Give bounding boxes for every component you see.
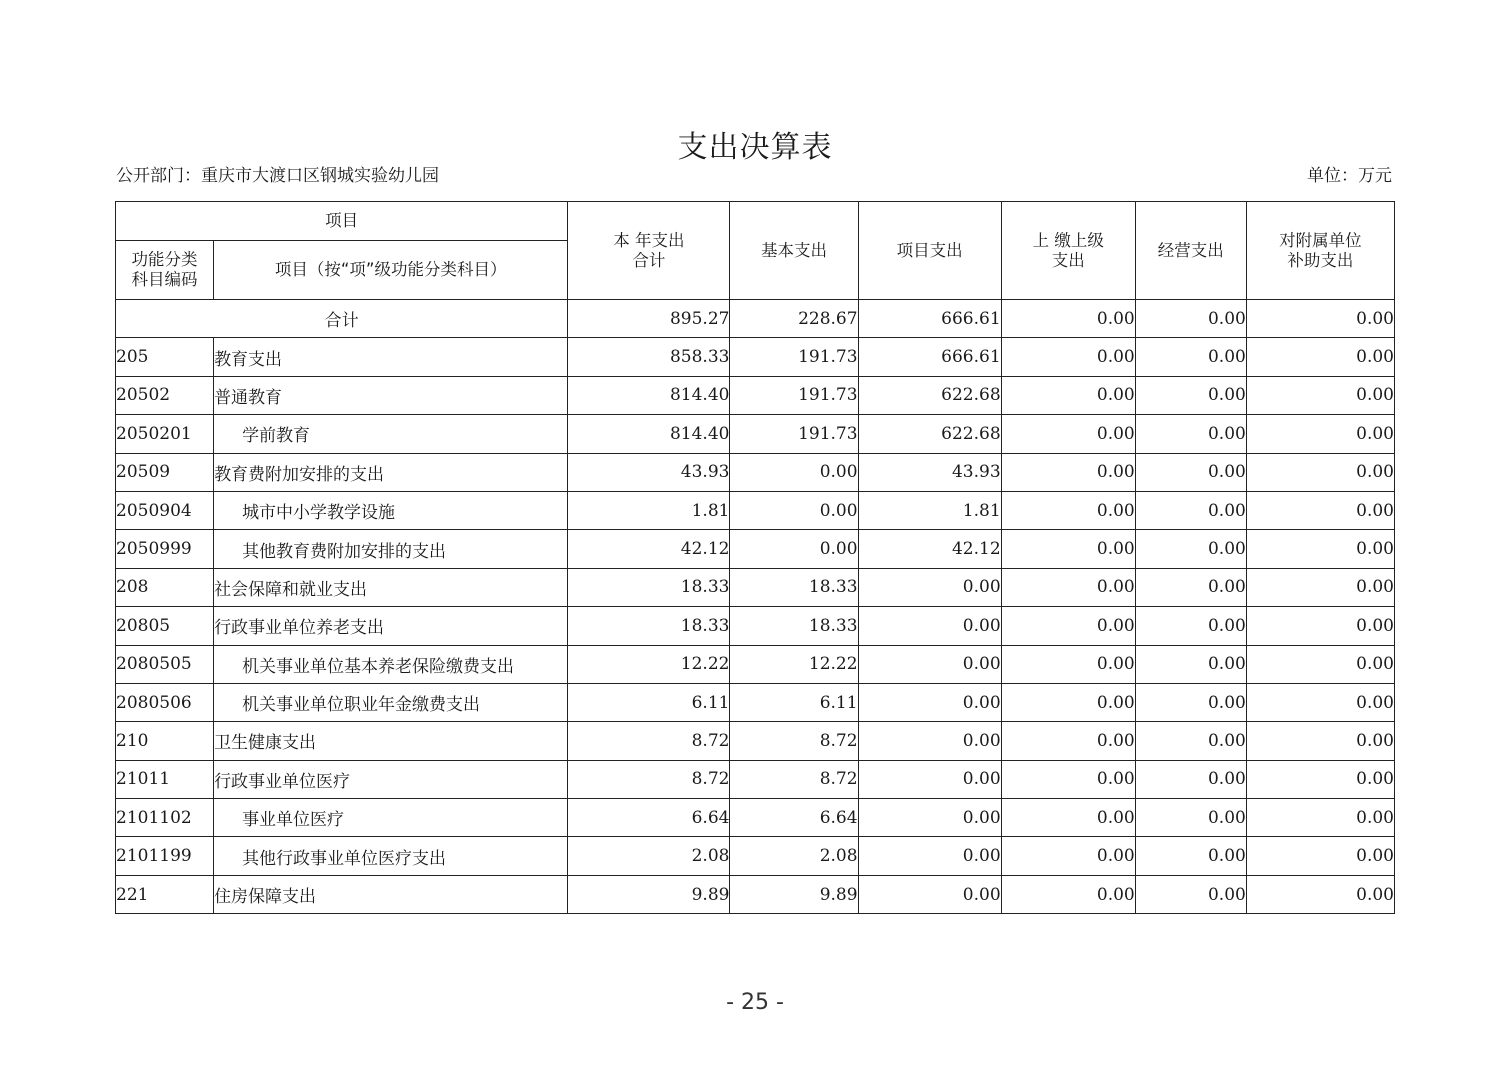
row-value: 0.00 [1001,453,1135,491]
row-value: 0.00 [1135,799,1246,837]
document-title: 支出决算表 [677,130,833,165]
department-label: 公开部门：重庆市大渡口区钢城实验幼儿园 [116,166,439,186]
row-value: 1.81 [568,491,730,529]
row-name: 社会保障和就业支出 [214,568,568,606]
header-subsidy-text: 对附属单位补助支出 [1279,230,1362,270]
row-value: 0.00 [858,568,1001,606]
row-value: 0.00 [1135,683,1246,721]
header-subsidy [1246,202,1394,300]
table-row [116,338,1395,376]
table-row [116,799,1395,837]
total-value: 0.00 [1246,300,1394,338]
header-remit [1001,202,1135,300]
row-value: 0.00 [1246,760,1394,798]
row-value: 0.00 [858,607,1001,645]
table-row [116,837,1395,875]
row-code: 210 [116,722,214,760]
row-code: 2050201 [116,415,214,453]
row-value: 2.08 [730,837,858,875]
table-row [116,530,1395,568]
row-name: 教育费附加安排的支出 [214,453,568,491]
row-value: 18.33 [568,568,730,606]
header-total-text: 本 年支出合计 [613,230,685,270]
row-value: 0.00 [730,491,858,529]
row-value: 43.93 [858,453,1001,491]
row-value: 0.00 [1001,530,1135,568]
row-value: 0.00 [1246,837,1394,875]
row-value: 0.00 [730,530,858,568]
total-value: 0.00 [1001,300,1135,338]
row-value: 814.40 [568,376,730,414]
row-code: 208 [116,568,214,606]
row-value: 8.72 [568,722,730,760]
row-value: 0.00 [1246,875,1394,913]
row-value: 0.00 [1135,722,1246,760]
row-code: 2050904 [116,491,214,529]
row-value: 6.11 [730,683,858,721]
row-value: 0.00 [1001,568,1135,606]
row-value: 0.00 [1246,415,1394,453]
unit-label: 单位：万元 [1307,166,1392,186]
row-value: 0.00 [1246,453,1394,491]
row-value: 0.00 [1246,683,1394,721]
row-value: 0.00 [1135,453,1246,491]
row-value: 0.00 [1001,415,1135,453]
row-value: 0.00 [1246,530,1394,568]
row-value: 0.00 [1001,491,1135,529]
row-value: 0.00 [1246,376,1394,414]
row-code: 20502 [116,376,214,414]
table-row [116,568,1395,606]
header-item-group: 项目 [116,202,568,241]
row-value: 0.00 [858,799,1001,837]
row-value: 6.64 [568,799,730,837]
row-value: 0.00 [1001,760,1135,798]
row-value: 0.00 [1001,875,1135,913]
row-value: 0.00 [1246,799,1394,837]
total-label: 合计 [116,300,568,338]
row-name: 机关事业单位基本养老保险缴费支出 [214,645,568,683]
total-value: 228.67 [730,300,858,338]
row-value: 0.00 [1135,415,1246,453]
row-value: 0.00 [1246,491,1394,529]
row-value: 0.00 [1001,376,1135,414]
table-row [116,645,1395,683]
total-value: 666.61 [858,300,1001,338]
row-value: 0.00 [858,683,1001,721]
row-value: 12.22 [568,645,730,683]
row-value: 0.00 [1135,530,1246,568]
row-code: 2080505 [116,645,214,683]
row-value: 1.81 [858,491,1001,529]
table-row [116,607,1395,645]
row-value: 43.93 [568,453,730,491]
table-row [116,415,1395,453]
row-value: 0.00 [1246,645,1394,683]
row-value: 42.12 [858,530,1001,568]
row-value: 0.00 [1001,837,1135,875]
row-value: 18.33 [730,568,858,606]
row-value: 0.00 [1246,607,1394,645]
row-name: 其他教育费附加安排的支出 [214,530,568,568]
header-basic: 基本支出 [730,202,858,300]
table-row [116,875,1395,913]
row-value: 858.33 [568,338,730,376]
row-value: 0.00 [858,837,1001,875]
page-number: - 25 - [726,990,784,1015]
row-value: 0.00 [1135,376,1246,414]
total-value: 895.27 [568,300,730,338]
row-name: 机关事业单位职业年金缴费支出 [214,683,568,721]
row-code: 2050999 [116,530,214,568]
header-remit-text: 上 缴上级支出 [1032,230,1104,270]
row-value: 0.00 [1135,837,1246,875]
row-value: 0.00 [1001,683,1135,721]
row-value: 191.73 [730,338,858,376]
row-name: 城市中小学教学设施 [214,491,568,529]
expenditure-table [115,201,1395,914]
row-value: 6.64 [730,799,858,837]
row-value: 2.08 [568,837,730,875]
row-name: 普通教育 [214,376,568,414]
row-code: 2101199 [116,837,214,875]
row-value: 42.12 [568,530,730,568]
row-value: 0.00 [1246,568,1394,606]
row-value: 8.72 [730,722,858,760]
row-value: 0.00 [1135,491,1246,529]
table-row [116,722,1395,760]
table-row [116,491,1395,529]
row-value: 191.73 [730,415,858,453]
row-name: 行政事业单位医疗 [214,760,568,798]
row-value: 9.89 [568,875,730,913]
row-value: 0.00 [1001,338,1135,376]
row-value: 0.00 [1001,722,1135,760]
row-value: 0.00 [1246,338,1394,376]
row-value: 0.00 [858,875,1001,913]
row-name: 学前教育 [214,415,568,453]
row-code: 205 [116,338,214,376]
row-value: 6.11 [568,683,730,721]
row-code: 20509 [116,453,214,491]
row-value: 18.33 [568,607,730,645]
row-value: 0.00 [1135,645,1246,683]
row-value: 814.40 [568,415,730,453]
table-row [116,376,1395,414]
row-value: 9.89 [730,875,858,913]
row-value: 18.33 [730,607,858,645]
header-item-name-text: 项目（按“项”级功能分类科目） [274,260,507,279]
row-value: 0.00 [858,760,1001,798]
row-value: 0.00 [730,453,858,491]
row-code: 20805 [116,607,214,645]
row-value: 0.00 [858,722,1001,760]
row-value: 8.72 [730,760,858,798]
header-total [568,202,730,300]
row-name: 教育支出 [214,338,568,376]
table-row [116,760,1395,798]
row-value: 666.61 [858,338,1001,376]
row-name: 事业单位医疗 [214,799,568,837]
row-value: 0.00 [1246,722,1394,760]
table-row [116,683,1395,721]
row-value: 0.00 [1135,607,1246,645]
header-code [116,241,214,300]
row-value: 0.00 [1001,645,1135,683]
row-value: 622.68 [858,376,1001,414]
total-row [116,300,1395,338]
row-value: 0.00 [1135,875,1246,913]
row-value: 0.00 [1001,607,1135,645]
row-code: 21011 [116,760,214,798]
row-code: 221 [116,875,214,913]
row-name: 行政事业单位养老支出 [214,607,568,645]
row-value: 0.00 [1135,760,1246,798]
header-item-name [214,241,568,300]
row-value: 8.72 [568,760,730,798]
row-value: 0.00 [1135,568,1246,606]
table-body [116,300,1395,914]
row-value: 191.73 [730,376,858,414]
header-code-text: 功能分类科目编码 [131,250,198,289]
row-value: 0.00 [1135,338,1246,376]
table-row [116,453,1395,491]
row-code: 2101102 [116,799,214,837]
row-value: 0.00 [1001,799,1135,837]
row-value: 622.68 [858,415,1001,453]
row-value: 0.00 [858,645,1001,683]
row-code: 2080506 [116,683,214,721]
row-value: 12.22 [730,645,858,683]
row-name: 其他行政事业单位医疗支出 [214,837,568,875]
total-value: 0.00 [1135,300,1246,338]
header-business: 经营支出 [1135,202,1246,300]
header-project: 项目支出 [858,202,1001,300]
row-name: 住房保障支出 [214,875,568,913]
row-name: 卫生健康支出 [214,722,568,760]
